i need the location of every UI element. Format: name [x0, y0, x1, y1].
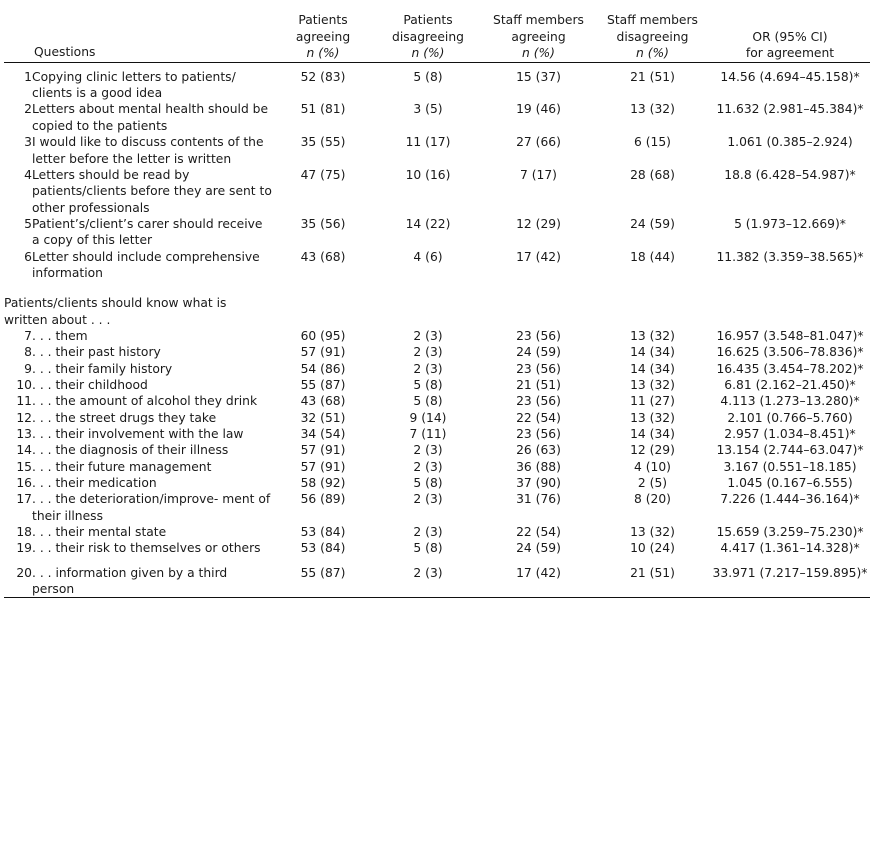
row-staff-agreeing: 24 (59) — [516, 345, 561, 360]
header-line-1: Staff members — [493, 13, 584, 27]
row-staff-agreeing: 23 (56) — [516, 361, 561, 376]
row-question: . . . their involvement with the law — [32, 427, 244, 441]
row-patients-disagreeing: 5 (8) — [413, 541, 443, 556]
row-patients-disagreeing: 5 (8) — [413, 69, 443, 84]
row-question: . . . their past history — [32, 345, 161, 360]
row-staff-disagreeing: 11 (27) — [630, 394, 675, 409]
row-patients-agreeing: 55 (87) — [300, 565, 346, 580]
row-patients-disagreeing: 5 (8) — [413, 476, 443, 491]
row-number: 11 — [16, 394, 32, 409]
table-row — [4, 475, 870, 491]
rule-bottom — [4, 598, 870, 603]
row-question: Copying clinic letters to patients/ clients is a good idea — [32, 69, 236, 101]
row-staff-disagreeing: 2 (5) — [637, 476, 668, 491]
row-odds-ratio: 33.971 (7.217–159.895)* — [712, 565, 868, 580]
row-staff-agreeing: 31 (76) — [516, 492, 561, 507]
row-number: 10 — [16, 377, 32, 392]
row-staff-agreeing: 23 (56) — [516, 427, 561, 441]
row-question: Letters about mental health should be copied to the patients — [32, 102, 269, 133]
row-number: 3 — [24, 135, 32, 150]
table-row — [4, 442, 870, 458]
row-patients-agreeing: 53 (84) — [300, 541, 346, 556]
header-patients-agreeing — [272, 4, 374, 62]
row-patients-agreeing: 57 (91) — [300, 459, 346, 474]
row-number: 6 — [24, 249, 32, 264]
row-staff-disagreeing: 14 (34) — [630, 427, 675, 441]
table-row — [4, 426, 870, 442]
header-staff-agreeing — [482, 4, 595, 62]
row-question: I would like to discuss contents of the letter before the letter is written — [32, 135, 264, 166]
row-patients-disagreeing: 2 (3) — [413, 443, 443, 458]
row-question: . . . their risk to themselves or others — [32, 541, 261, 556]
row-patients-agreeing: 52 (83) — [300, 69, 346, 84]
row-patients-agreeing: 57 (91) — [300, 345, 346, 360]
row-number: 14 — [16, 443, 32, 458]
row-question: . . . their family history — [32, 361, 173, 376]
row-odds-ratio: 11.382 (3.359–38.565)* — [716, 249, 864, 264]
row-patients-agreeing: 35 (56) — [300, 216, 346, 231]
row-odds-ratio: 3.167 (0.551–18.185) — [723, 459, 857, 474]
header-line-1: Staff members — [607, 13, 698, 27]
row-number: 16 — [16, 476, 32, 491]
row-staff-agreeing: 37 (90) — [516, 476, 561, 491]
row-odds-ratio: 16.625 (3.506–78.836)* — [716, 345, 864, 360]
table-row — [4, 377, 870, 393]
row-patients-disagreeing: 2 (3) — [413, 525, 443, 540]
header-questions-label: Questions — [34, 45, 96, 60]
row-staff-agreeing: 19 (46) — [516, 102, 561, 117]
row-patients-agreeing: 43 (68) — [300, 394, 346, 409]
row-question: . . . the diagnosis of their illness — [32, 443, 229, 458]
row-patients-agreeing: 32 (51) — [300, 410, 346, 425]
row-question: . . . the street drugs they take — [32, 410, 217, 425]
row-staff-agreeing: 26 (63) — [516, 443, 561, 458]
row-staff-disagreeing: 28 (68) — [630, 167, 675, 182]
row-staff-agreeing: 24 (59) — [516, 541, 561, 556]
header-staff-disagreeing — [595, 4, 710, 62]
row-patients-disagreeing: 2 (3) — [413, 328, 443, 343]
header-line-3: n (%) — [306, 46, 340, 61]
row-number: 1 — [24, 69, 32, 84]
row-odds-ratio: 2.101 (0.766–5.760) — [727, 410, 853, 425]
header-line-2: disagreeing — [616, 29, 689, 44]
row-odds-ratio: 1.045 (0.167–6.555) — [727, 476, 853, 491]
row-odds-ratio: 5 (1.973–12.669)* — [734, 216, 846, 231]
row-staff-disagreeing: 13 (32) — [630, 102, 675, 117]
row-question: . . . the amount of alcohol they drink — [32, 394, 258, 409]
row-number: 12 — [16, 410, 32, 425]
header-line-3: n (%) — [411, 46, 445, 61]
row-staff-disagreeing: 13 (32) — [630, 525, 675, 540]
row-patients-disagreeing: 10 (16) — [405, 167, 451, 182]
row-staff-disagreeing: 21 (51) — [630, 565, 675, 580]
row-staff-agreeing: 22 (54) — [516, 525, 561, 540]
row-staff-disagreeing: 24 (59) — [630, 216, 675, 231]
row-question: Patient’s/client’s carer should receive a copy of this letter — [32, 216, 263, 248]
table-row — [4, 410, 870, 426]
row-question: Letter should include comprehensive information — [32, 249, 260, 280]
row-odds-ratio: 7.226 (1.444–36.164)* — [720, 492, 860, 507]
header-line-3: n (%) — [636, 46, 669, 61]
row-odds-ratio: 1.061 (0.385–2.924) — [727, 135, 853, 150]
section-heading-row — [4, 281, 870, 328]
row-number: 17 — [16, 492, 32, 507]
row-staff-disagreeing: 21 (51) — [630, 69, 675, 84]
table-row — [4, 344, 870, 360]
row-patients-disagreeing: 5 (8) — [413, 377, 443, 392]
row-odds-ratio: 4.113 (1.273–13.280)* — [720, 394, 860, 409]
row-staff-disagreeing: 4 (10) — [634, 459, 671, 474]
row-number: 20 — [16, 565, 32, 580]
table-head — [4, 4, 870, 62]
table-row — [4, 393, 870, 409]
header-line-1: OR (95% CI) — [752, 29, 828, 44]
row-staff-agreeing: 17 (42) — [516, 249, 561, 264]
row-patients-disagreeing: 2 (3) — [413, 459, 443, 474]
header-rownum — [4, 4, 32, 62]
header-line-2: disagreeing — [392, 29, 464, 44]
table-row — [4, 167, 870, 216]
table-row — [4, 459, 870, 475]
row-odds-ratio: 6.81 (2.162–21.450)* — [724, 377, 856, 392]
row-number: 9 — [24, 361, 32, 376]
section-heading — [4, 281, 870, 328]
row-staff-agreeing: 23 (56) — [516, 328, 561, 343]
table-row — [4, 216, 870, 249]
row-patients-disagreeing: 14 (22) — [405, 216, 451, 231]
row-question: . . . their childhood — [32, 377, 148, 392]
header-line-2: agreeing — [295, 29, 351, 44]
row-staff-disagreeing: 14 (34) — [630, 361, 675, 376]
row-staff-disagreeing: 13 (32) — [630, 377, 675, 392]
row-patients-agreeing: 57 (91) — [300, 443, 346, 458]
header-line-3: n (%) — [522, 46, 555, 61]
row-number: 15 — [16, 459, 32, 474]
row-patients-agreeing: 47 (75) — [300, 167, 346, 182]
row-odds-ratio: 16.957 (3.548–81.047)* — [716, 328, 864, 343]
row-question: . . . their future management — [32, 459, 212, 474]
table-row — [4, 524, 870, 540]
row-odds-ratio: 14.56 (4.694–45.158)* — [720, 69, 860, 84]
row-patients-agreeing: 56 (89) — [300, 492, 346, 507]
table-body — [4, 62, 870, 602]
table-row — [4, 328, 870, 344]
row-staff-disagreeing: 12 (29) — [630, 443, 675, 458]
table-wrapper — [4, 0, 870, 602]
row-patients-agreeing: 53 (84) — [300, 525, 346, 540]
row-odds-ratio: 11.632 (2.981–45.384)* — [716, 102, 864, 117]
row-staff-disagreeing: 14 (34) — [630, 345, 675, 360]
row-staff-agreeing: 7 (17) — [520, 167, 557, 182]
row-number: 5 — [24, 216, 32, 231]
section-heading-text: Patients/clients should know what is written about . . . — [4, 296, 227, 327]
row-patients-disagreeing: 2 (3) — [413, 565, 443, 580]
row-odds-ratio: 18.8 (6.428–54.987)* — [724, 167, 856, 182]
row-patients-agreeing: 51 (81) — [300, 102, 346, 117]
row-staff-disagreeing: 10 (24) — [630, 541, 675, 556]
row-patients-agreeing: 55 (87) — [300, 377, 346, 392]
row-staff-disagreeing: 6 (15) — [634, 135, 671, 150]
row-staff-disagreeing: 18 (44) — [630, 249, 675, 264]
row-staff-agreeing: 27 (66) — [516, 135, 561, 150]
table-row — [4, 69, 870, 102]
row-staff-agreeing: 15 (37) — [516, 69, 561, 84]
row-patients-agreeing: 35 (55) — [300, 135, 346, 150]
row-question: . . . their mental state — [32, 525, 167, 540]
row-patients-agreeing: 60 (95) — [300, 328, 346, 343]
row-odds-ratio: 16.435 (3.454–78.202)* — [716, 361, 864, 376]
row-odds-ratio: 13.154 (2.744–63.047)* — [716, 443, 864, 458]
row-patients-disagreeing: 9 (14) — [409, 410, 447, 425]
row-odds-ratio: 15.659 (3.259–75.230)* — [716, 525, 864, 540]
row-staff-agreeing: 22 (54) — [516, 410, 561, 425]
row-patients-agreeing: 34 (54) — [300, 427, 346, 441]
row-question: . . . information given by a third person — [32, 565, 228, 597]
row-question: Letters should be read by patients/clients before they are sent to other professionals — [32, 167, 272, 215]
row-patients-disagreeing: 11 (17) — [405, 135, 451, 150]
row-patients-disagreeing: 4 (6) — [413, 249, 443, 264]
header-odds-ratio — [710, 4, 870, 62]
row-number: 2 — [24, 102, 32, 117]
row-number: 18 — [16, 525, 32, 540]
row-patients-disagreeing: 3 (5) — [413, 102, 443, 117]
row-staff-disagreeing: 13 (32) — [630, 328, 675, 343]
row-patients-agreeing: 54 (86) — [300, 361, 346, 376]
table-row — [4, 491, 870, 524]
table-row — [4, 134, 870, 167]
row-staff-disagreeing: 13 (32) — [630, 410, 675, 425]
row-staff-agreeing: 23 (56) — [516, 394, 561, 409]
row-staff-agreeing: 36 (88) — [516, 459, 561, 474]
row-spacer — [4, 557, 870, 565]
header-line-1: Patients — [403, 13, 453, 27]
row-patients-disagreeing: 2 (3) — [413, 345, 443, 360]
header-patients-disagreeing — [374, 4, 482, 62]
row-staff-disagreeing: 8 (20) — [634, 492, 671, 507]
row-number: 13 — [16, 427, 32, 441]
row-number: 8 — [24, 345, 32, 360]
row-staff-agreeing: 17 (42) — [516, 565, 561, 580]
header-line-2: agreeing — [511, 29, 566, 44]
header-line-1: Patients — [298, 13, 348, 27]
row-number: 7 — [24, 328, 32, 343]
row-patients-agreeing: 43 (68) — [300, 249, 346, 264]
row-staff-agreeing: 21 (51) — [516, 377, 561, 392]
row-staff-agreeing: 12 (29) — [516, 216, 561, 231]
row-number: 19 — [16, 541, 32, 556]
survey-results-table — [4, 4, 870, 602]
header-row — [4, 4, 870, 62]
header-line-2: for agreement — [745, 46, 835, 61]
header-questions — [32, 4, 272, 62]
row-patients-disagreeing: 2 (3) — [413, 361, 443, 376]
row-patients-agreeing: 58 (92) — [300, 476, 346, 491]
table-row — [4, 249, 870, 282]
row-odds-ratio: 2.957 (1.034–8.451)* — [724, 427, 856, 441]
row-odds-ratio: 4.417 (1.361–14.328)* — [720, 541, 860, 556]
row-patients-disagreeing: 2 (3) — [413, 492, 443, 507]
row-number: 4 — [24, 167, 32, 182]
table-row — [4, 361, 870, 377]
row-patients-disagreeing: 5 (8) — [413, 394, 443, 409]
row-question: . . . the deterioration/improve- ment of their illness — [32, 492, 271, 523]
table-row — [4, 101, 870, 134]
row-question: . . . them — [32, 328, 88, 343]
row-question: . . . their medication — [32, 476, 157, 491]
table-row — [4, 565, 870, 598]
row-patients-disagreeing: 7 (11) — [409, 427, 447, 441]
table-row — [4, 540, 870, 556]
